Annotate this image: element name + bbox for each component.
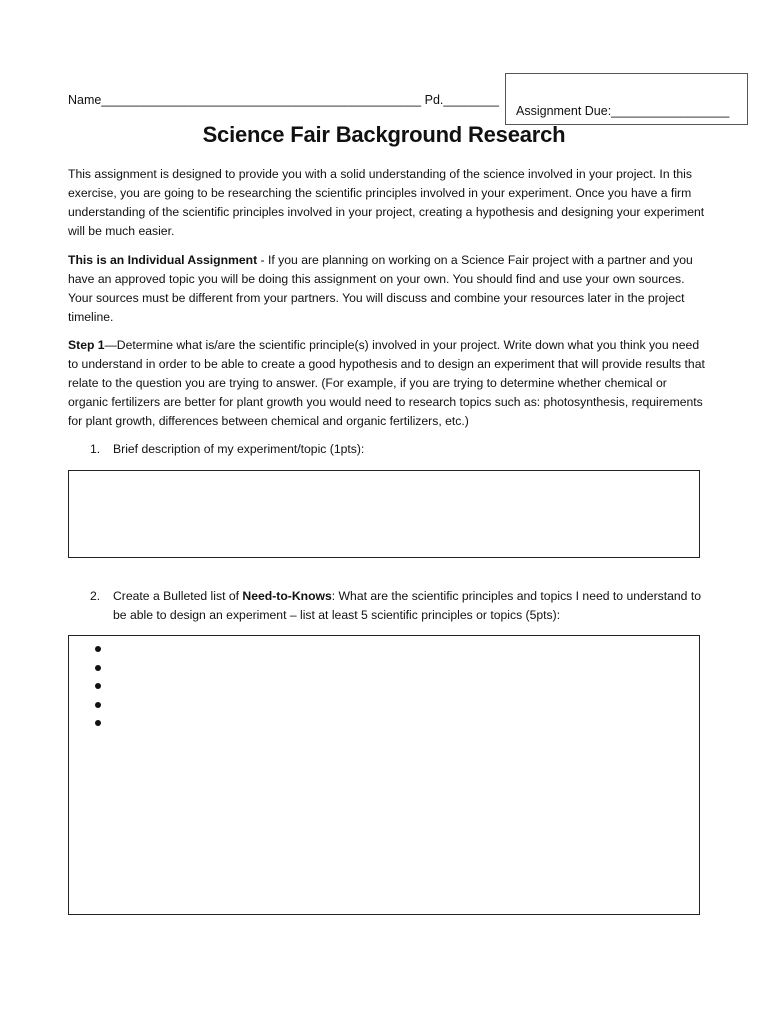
name-period-line[interactable]: Name______________________________________________ Pd.________ (68, 93, 499, 107)
intro-paragraph: This assignment is designed to provide you with a solid understanding of the science involved in your project. In this exercise, you are going to be researching the scientific principles involved in your experiment. Once you have a firm understanding of the scientific principles involved in your project, creating a hypothesis and designing your experiment will be much easier. (68, 167, 705, 238)
individual-assignment-paragraph (68, 251, 708, 327)
list-item-2-text (113, 587, 703, 625)
individual-assignment-heading: This is an Individual Assignment (68, 253, 258, 267)
bullet-icon (95, 720, 101, 726)
bullet-item[interactable] (95, 677, 101, 696)
bullet-icon (95, 702, 101, 708)
assignment-due-field[interactable]: Assignment Due:_________________ (516, 104, 730, 118)
bullet-icon (95, 683, 101, 689)
individual-assignment-text: - If you are planning on working on a Science Fair project with a partner and you have an approved topic you will be doing this assignment on your own. You should find and use your own sources. Your sources must be different from your partners. You will discuss and combine your resources later in the project timeline. (68, 253, 693, 324)
need-to-knows-bullet-list (95, 640, 101, 733)
bullet-item[interactable] (95, 640, 101, 659)
bullet-item[interactable] (95, 659, 101, 678)
list-item-2-text-end: : What are the scientific principles and topics I need to understand to be able to design an experiment – list at least 5 scientific principles or topics (5pts): (113, 589, 702, 622)
list-item-1-text: Brief description of my experiment/topic (1pts): (113, 442, 365, 456)
list-item-2 (90, 587, 710, 627)
need-to-knows-answer-box[interactable] (68, 635, 700, 915)
bullet-item[interactable] (95, 696, 101, 715)
step1-text: —Determine what is/are the scientific principle(s) involved in your project. Write down what you think you need to understand in order to be able to create a good hypothesis and to design an experiment that will provide results that relate to the question you are trying to answer. (For example, if you are trying to determine whether chemical or organic fertilizers are better for plant growth you would need to research topics such as: photosynthesis, requirements for plant growth, differences between chemical and organic fertilizers, etc.) (68, 338, 705, 428)
assignment-due-box (505, 73, 748, 125)
list-item-1-number: 1. (90, 442, 101, 456)
list-item-1 (90, 440, 710, 460)
step1-heading: Step 1 (68, 338, 105, 352)
bullet-icon (95, 665, 101, 671)
need-to-knows-label: Need-to-Knows (242, 589, 332, 603)
list-item-2-text-start: Create a Bulleted list of (113, 589, 243, 603)
experiment-description-answer-box[interactable] (68, 470, 700, 558)
step1-paragraph (68, 336, 708, 431)
bullet-item[interactable] (95, 714, 101, 733)
page-title: Science Fair Background Research (202, 122, 566, 147)
bullet-icon (95, 646, 101, 652)
list-item-2-number: 2. (90, 589, 101, 603)
